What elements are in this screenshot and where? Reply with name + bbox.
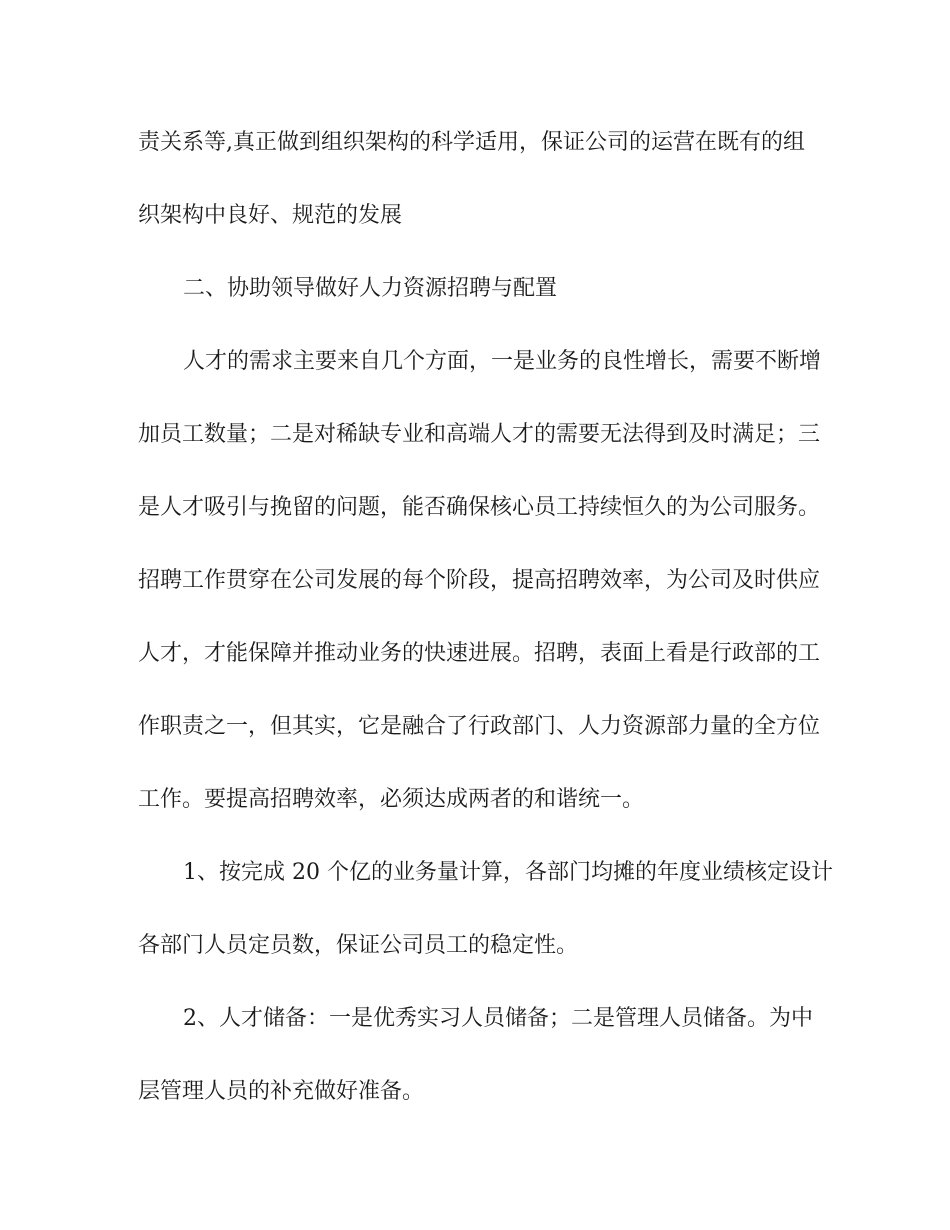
list-item-1-line-2: 各部门人员定员数，保证公司员工的稳定性。 [138, 933, 579, 958]
paragraph-line-10: 工作。要提高招聘效率，必须达成两者的和谐统一。 [138, 787, 645, 812]
paragraph-line-4: 人才的需求主要来自几个方面，一是业务的良性增长，需要不断增 [183, 349, 822, 374]
list-item-2-line-2: 层管理人员的补充做好准备。 [138, 1079, 425, 1104]
paragraph-line-9: 作职责之一，但其实，它是融合了行政部门、人力资源部力量的全方位 [138, 714, 821, 739]
paragraph-line-1: 责关系等,真正做到组织架构的科学适用，保证公司的运营在既有的组 [138, 130, 805, 155]
paragraph-line-8: 人才，才能保障并推动业务的快速进展。招聘，表面上看是行政部的工 [138, 641, 821, 666]
paragraph-line-7: 招聘工作贯穿在公司发展的每个阶段，提高招聘效率，为公司及时供应 [138, 568, 821, 593]
section-heading: 二、协助领导做好人力资源招聘与配置 [183, 276, 558, 301]
paragraph-line-6: 是人才吸引与挽留的问题，能否确保核心员工持续恒久的为公司服务。 [138, 495, 821, 520]
list-item-2-line-1: 2、人才储备：一是优秀实习人员储备；二是管理人员储备。为中 [183, 1006, 813, 1031]
paragraph-line-2: 织架构中良好、规范的发展 [138, 203, 403, 228]
paragraph-line-5: 加员工数量；二是对稀缺专业和高端人才的需要无法得到及时满足；三 [138, 422, 821, 447]
list-item-1-line-1: 1、按完成 20 个亿的业务量计算，各部门均摊的年度业绩核定设计 [183, 860, 833, 885]
